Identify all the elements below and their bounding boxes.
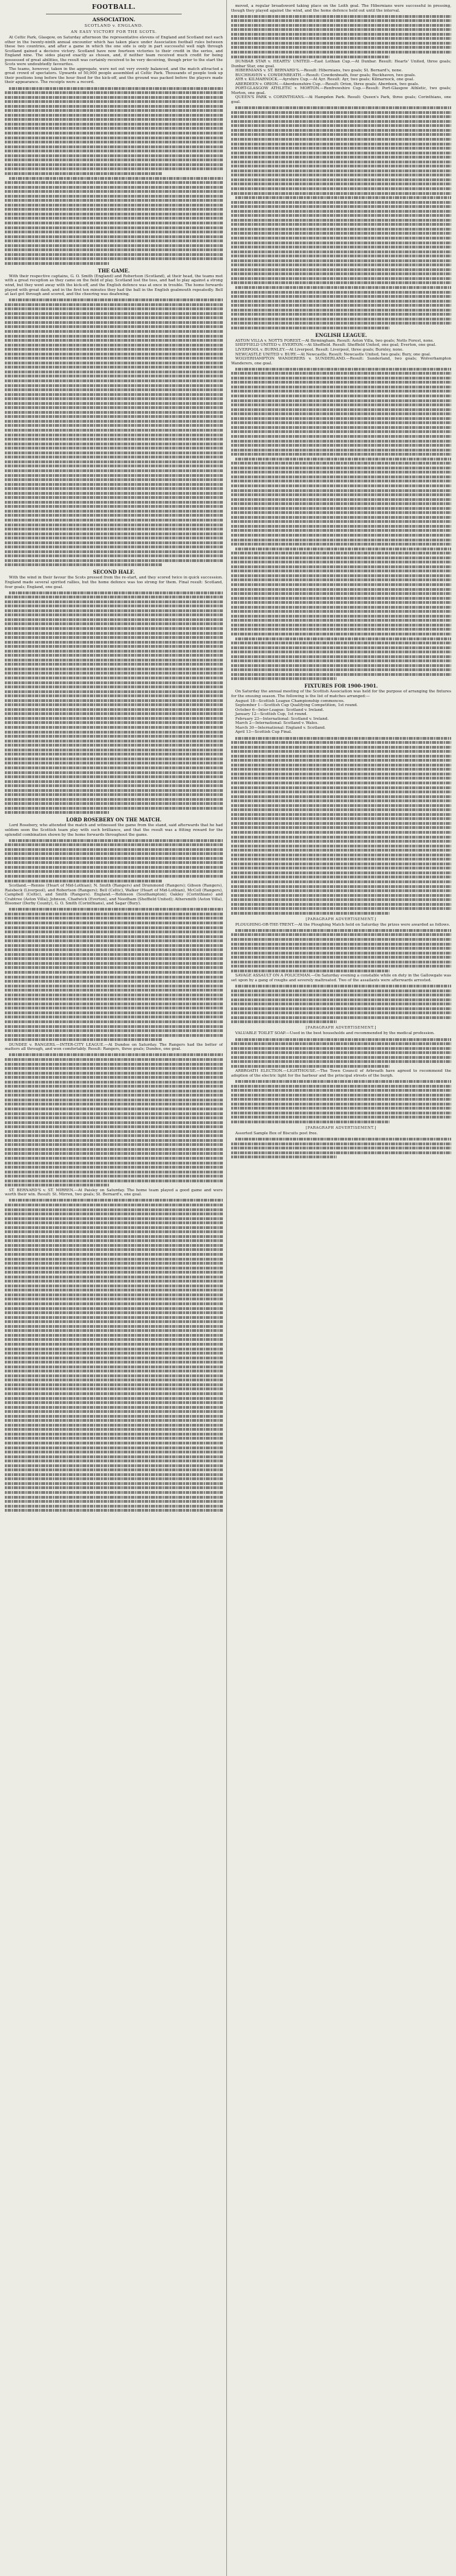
text-block (231, 1080, 451, 1123)
text-block (5, 1199, 223, 1512)
left-column (5, 4, 223, 2572)
fixtures-heading: FIXTURES FOR 1900-1901. (304, 683, 379, 690)
advertisement-label: [PARAGRAPH ADVERTISEMENT.] (306, 1125, 376, 1130)
column-divider (226, 0, 227, 2576)
english-league-heading: ENGLISH LEAGUE. (315, 331, 368, 338)
text-block (231, 737, 451, 915)
advertisement-label: [PARAGRAPH ADVERTISEMENT.] (306, 917, 376, 922)
result-item: AYR v. KILMARNOCK.—Ayrshire Cup.—At Ayr. Result: Ayr, two goals; Kilmarnock, one goal. (235, 78, 415, 82)
text-block (231, 15, 451, 58)
text-block (5, 1053, 223, 1186)
text-block (5, 839, 223, 882)
text-block (5, 298, 223, 566)
fixture-item: April 13—Scottish Cup Final. (235, 730, 292, 735)
second-half-heading: SECOND HALF. (93, 569, 135, 576)
lord-rosebery-heading: LORD ROSEBERY ON THE MATCH. (66, 817, 162, 823)
fixtures-intro: On Saturday the annual meeting of the Scottish Association was held for the purpose of arranging the fixtures for the ensuing season. The following is the list of matches arranged:— (231, 690, 451, 699)
match-subhead: AN EASY VICTORY FOR THE SCOTS. (71, 30, 157, 34)
continued-report: moved, a regular broadsword taking place on the Leith goal. The Hibernians were successful in pressing, though they played against the wind, and the home defence held out until the interval. (231, 4, 451, 13)
text-block (231, 1138, 451, 1158)
st-bernards-report: ST. BERNARD'S v. ST. MIRREN.—At Paisley on Saturday. The home team played a good game and were worth their win. Result: St. Mirren, two goals; St. Bernard's, one goal. (5, 1188, 223, 1197)
savage-assault-report: SAVAGE ASSAULT ON A POLICEMAN.—On Saturday evening a constable while on duty in the Gallowgate was set upon by a gang of roughs and severely maltreated. Two of the assailants were afterwards arrested. (231, 974, 451, 983)
fixture-item: August 18—Scottish League Championship commences. (235, 699, 345, 703)
report-intro: At Celtic Park, Glasgow, on Saturday afternoon the representative elevens of England and Scotland met each other in the twenty-ninth annual encounter which has taken place under Association football rules between these two countries, and after a game in which the one side is only in part successful well nigh through Scotland gained a decisive victory. Scotland have now fourteen victories to their credit in the series, and England nine. The sides played exactly as chosen, and, if neither team received much credit for being possessed of great abilities, the result was certainly received to be very deceiving, though prior to the start the Scots were undoubtedly favourites. (5, 36, 223, 67)
english-result: WOLVERHAMPTON WANDERERS v. SUNDERLAND.—Result: Sunderland, two goals; Wolverhampton Wanderers, one goal. (231, 357, 451, 366)
advertisement-label: [PARAGRAPH ADVERTISEMENT.] (306, 1026, 376, 1031)
report-game: With their respective captains, G. O. Smith (England) and Robertson (Scotland), at their head, the teams met with a great reception as they came on the field of play. Scotland lost the toss, and had to play against a strong wind, but they went away with the kick-off, and the English defence was at once in trouble. The home forwards played with great dash, and in the first ten minutes they had the ball in the English goalmouth repeatedly. Bell at last got through and scored, and the cheering was deafening. (5, 274, 223, 297)
english-result: ASTON VILLA v. NOTTS FOREST.—At Birmingham. Result: Aston Villa, two goals; Notts Forest, none. (235, 338, 434, 343)
section-title: ASSOCIATION. (92, 16, 136, 23)
text-block (5, 592, 223, 815)
the-game-heading: THE GAME. (97, 267, 130, 274)
right-column (231, 4, 451, 2572)
fixture-item: March 2—International: Scotland v. Wales. (235, 721, 319, 726)
fixture-item: February 23—International: Scotland v. Ireland. (235, 716, 329, 721)
text-block (231, 929, 451, 972)
english-result: SHEFFIELD UNITED v. EVERTON.—At Sheffield. Result: Sheffield United, one goal; Everton, one goal. (235, 343, 437, 348)
match-title: SCOTLAND v. ENGLAND. (84, 24, 143, 28)
text-block (231, 985, 451, 1023)
arbroath-report: ARBROATH ELECTION.—LIGHTHOUSE.—The Town Council of Arbroath have agreed to recommend the adoption of the electric light for the harbour and the principal streets of the burgh. (231, 1069, 451, 1078)
fixture-item: October 6—Inter-League: Scotland v. Ireland. (235, 707, 324, 712)
text-block (5, 908, 223, 1041)
text-block (231, 1038, 451, 1068)
report-rosebery: Lord Rosebery, who attended the match and witnessed the game from the stand, said afterwards that he had seldom seen the Scottish team play with such brilliance, and that the result was a fitting reward for the splendid combination shown by the home forwards throughout the game. (5, 823, 223, 837)
fixture-item: March 30—International: England v. Scotland. (235, 725, 326, 730)
text-block (231, 368, 451, 681)
english-result: LIVERPOOL v. BURNLEY.—At Liverpool. Result: Liverpool, three goals; Burnley, none. (235, 348, 404, 353)
result-item: ABERDEEN v. ORION.—Aberdeenshire Cup.—Result: Orion, three goals; Aberdeen, two goals. (235, 82, 420, 86)
text-block (231, 106, 451, 329)
fixture-item: January 12—Scottish Cup, 1st round. (235, 712, 308, 717)
result-item: QUEEN'S PARK v. CORINTHIANS.—At Hampden Park. Result: Queen's Park, three goals; Corinthians, one goal. (231, 95, 451, 105)
english-result: NEWCASTLE UNITED v. BURY.—At Newcastle. Result: Newcastle United, two goals; Bury, one goal. (235, 352, 431, 357)
team-lineups: Scotland.—Rennie (Heart of Mid-Lothian); N. Smith (Rangers) and Drummond (Rangers); Gibson (Rangers), Raisbeck (Liverpool), and Robertson (Rangers); Bell (Celtic), Walker (Heart of Mid-Lothian), McColl (Rangers), Campbell (Celtic), and Smith (Rangers). England.—Robinson (Southampton); Oakley (Corinthians) and Crabtree (Aston Villa); Johnson, Chadwick (Everton), and Needham (Sheffield United); Athersmith (Aston Villa), Bloomer (Derby County), G. O. Smith (Corinthians), and Sagar (Bury). (5, 884, 223, 906)
result-item: BUCHHAVEN v. COWDENBEATH.—Result: Cowdenbeath, four goals; Buckhaven, two goals. (235, 73, 416, 78)
advertisement-body: VALUABLE TOILET SOAP.—Used in the best households and recommended by the medical profession. (235, 1031, 435, 1036)
result-item: DUNBAR STAR v. HEARTS' UNITED.—East Lothian Cup.—At Dunbar. Result: Hearts' United, three goals; Dunbar Star, one goal. (231, 60, 451, 69)
rangers-report: DUNDEE v. RANGERS.—INTER-CITY LEAGUE.—At Dundee on Saturday. The Rangers had the better of matters all through, and won comfortably. Result: Rangers, three goals; Dundee, one goal. (5, 1042, 223, 1052)
text-block (5, 87, 223, 265)
advertisement-body: Assorted Sample Box of Biscuits post free. (235, 1131, 318, 1136)
masthead: FOOTBALL. (92, 4, 136, 11)
advertisement-body: PLOUGHING-OR-THE-TRENT.—At the Ploughing Match held on Saturday the prizes were awarded as follows. (235, 922, 451, 927)
report-second-half: With the wind in their favour the Scots pressed from the re-start, and they scored twice in quick succession. England made several spirited rallies, but the home defence was too strong for them. Final result: Scotland, four goals; England, one goal. (5, 576, 223, 589)
result-item: HIBERNIANS v. ST. BERNARD'S.—Result: Hibernians, two goals; St. Bernard's, none. (235, 69, 403, 73)
fixture-item: September 1—Scottish Cup Qualifying Competition, 1st round. (235, 703, 358, 708)
report-crowd: The teams, however, taken in the aggregate, were not out very evenly balanced, and the match attracted a great crowd of spectators. Upwards of 50,000 people assembled at Celtic Park. Thousands of people took up their positions long before the hour fixed for the kick-off, and the ground was packed before the players made their appearance. The receipts were a record. (5, 67, 223, 85)
result-item: PORT-GLASGOW ATHLETIC v. MORTON.—Renfrewshire Cup.—Result: Port-Glasgow Athletic, two goals; Morton, one goal. (231, 86, 451, 95)
